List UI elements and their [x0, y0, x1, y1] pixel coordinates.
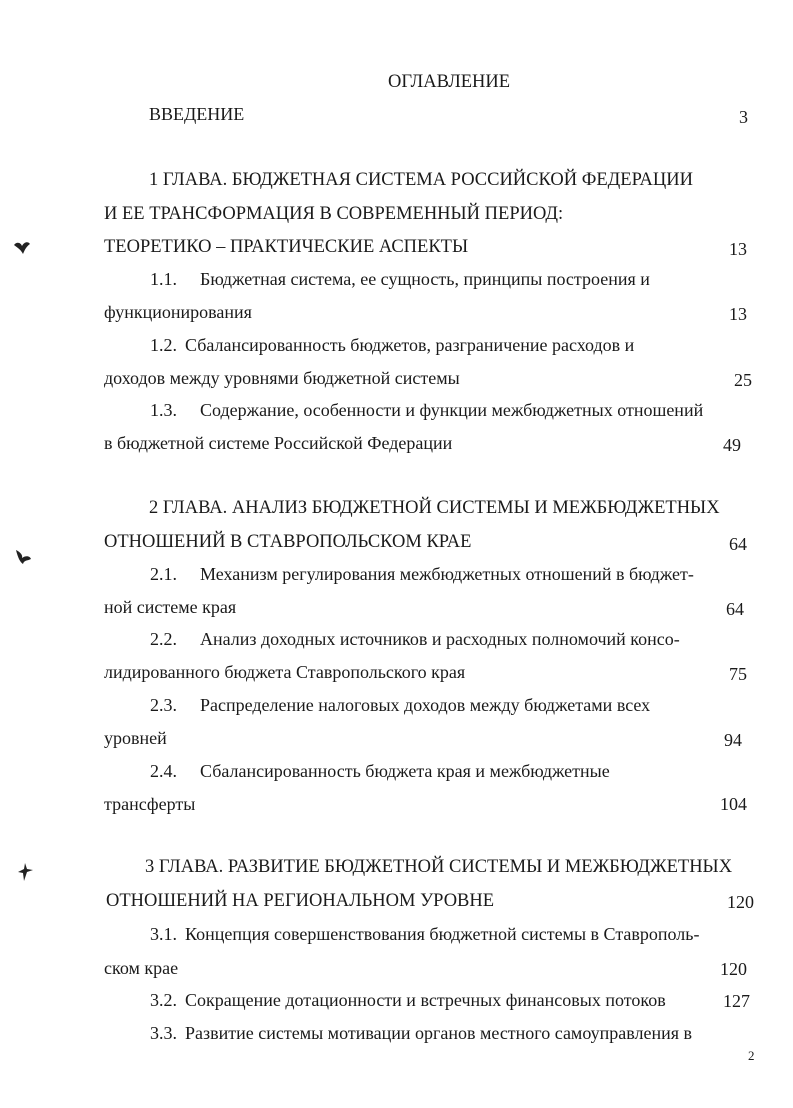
section-1-1-line-1: Бюджетная система, ее сущность, принципы построения и [200, 269, 650, 289]
section-2-4-line-2: трансферты [104, 794, 196, 814]
section-3-3-line-1: Развитие системы мотивации органов местного самоуправления в [185, 1023, 693, 1043]
section-1-2-number: 1.2. [150, 335, 177, 355]
intro-label: ВВЕДЕНИЕ [149, 104, 245, 124]
section-1-2-line-1: Сбалансированность бюджетов, разграничение расходов и [185, 335, 635, 355]
section-2-3-line-2: уровней [104, 728, 167, 748]
section-1-2-page: 25 [734, 370, 752, 390]
section-2-2-page: 75 [729, 664, 747, 684]
section-1-1-number: 1.1. [150, 269, 177, 289]
section-2-1-line-2: ной системе края [104, 597, 237, 617]
section-3-2-number: 3.2. [150, 990, 177, 1010]
section-2-3-number: 2.3. [150, 695, 177, 715]
chapter-2-title-line-1: 2 ГЛАВА. АНАЛИЗ БЮДЖЕТНОЙ СИСТЕМЫ И МЕЖБЮДЖЕТНЫХ [149, 498, 720, 518]
section-2-4-page: 104 [720, 794, 747, 814]
section-1-3-number: 1.3. [150, 400, 177, 420]
chapter-1-title-line-3: ТЕОРЕТИКО – ПРАКТИЧЕСКИЕ АСПЕКТЫ [104, 237, 469, 257]
section-2-2-number: 2.2. [150, 629, 177, 649]
chapter-3-page: 120 [727, 892, 754, 912]
page-number: 2 [748, 1048, 755, 1063]
margin-mark-icon [15, 861, 37, 883]
section-1-1-line-2: функционирования [104, 302, 252, 322]
section-2-3-page: 94 [724, 730, 742, 750]
section-3-1-page: 120 [720, 959, 747, 979]
section-1-3-line-1: Содержание, особенности и функции межбюджетных отношений [200, 400, 704, 420]
chapter-2-page: 64 [729, 534, 747, 554]
section-3-2-line-1: Сокращение дотационности и встречных финансовых потоков [185, 990, 666, 1010]
chapter-3-title-line-2: ОТНОШЕНИЙ НА РЕГИОНАЛЬНОМ УРОВНЕ [106, 891, 495, 911]
intro-page: 3 [739, 107, 748, 127]
chapter-2-title-line-2: ОТНОШЕНИЙ В СТАВРОПОЛЬСКОМ КРАЕ [104, 532, 472, 552]
chapter-3-title-line-1: 3 ГЛАВА. РАЗВИТИЕ БЮДЖЕТНОЙ СИСТЕМЫ И МЕЖБЮДЖЕТНЫХ [145, 857, 733, 877]
section-2-2-line-2: лидированного бюджета Ставропольского края [104, 662, 466, 682]
section-2-4-line-1: Сбалансированность бюджета края и межбюджетные [200, 761, 610, 781]
margin-mark-icon [12, 546, 34, 568]
section-3-1-number: 3.1. [150, 924, 177, 944]
section-2-1-line-1: Механизм регулирования межбюджетных отношений в бюджет- [200, 564, 694, 584]
section-2-2-line-1: Анализ доходных источников и расходных полномочий консо- [200, 629, 680, 649]
margin-mark-icon [11, 237, 33, 259]
section-1-3-line-2: в бюджетной системе Российской Федерации [104, 433, 453, 453]
section-3-2-page: 127 [723, 991, 750, 1011]
toc-title: ОГЛАВЛЕНИЕ [388, 72, 511, 92]
section-3-1-line-2: ском крае [104, 958, 179, 978]
section-2-4-number: 2.4. [150, 761, 177, 781]
section-1-2-line-2: доходов между уровнями бюджетной системы [104, 368, 460, 388]
section-2-3-line-1: Распределение налоговых доходов между бюджетами всех [200, 695, 651, 715]
section-2-1-number: 2.1. [150, 564, 177, 584]
section-3-1-line-1: Концепция совершенствования бюджетной системы в Ставрополь- [185, 924, 700, 944]
section-3-3-number: 3.3. [150, 1023, 177, 1043]
section-1-1-page: 13 [729, 304, 747, 324]
section-1-3-page: 49 [723, 435, 741, 455]
chapter-1-title-line-1: 1 ГЛАВА. БЮДЖЕТНАЯ СИСТЕМА РОССИЙСКОЙ ФЕДЕРАЦИИ [149, 170, 693, 190]
chapter-1-page: 13 [729, 239, 747, 259]
section-2-1-page: 64 [726, 599, 744, 619]
chapter-1-title-line-2: И ЕЕ ТРАНСФОРМАЦИЯ В СОВРЕМЕННЫЙ ПЕРИОД: [104, 204, 564, 224]
